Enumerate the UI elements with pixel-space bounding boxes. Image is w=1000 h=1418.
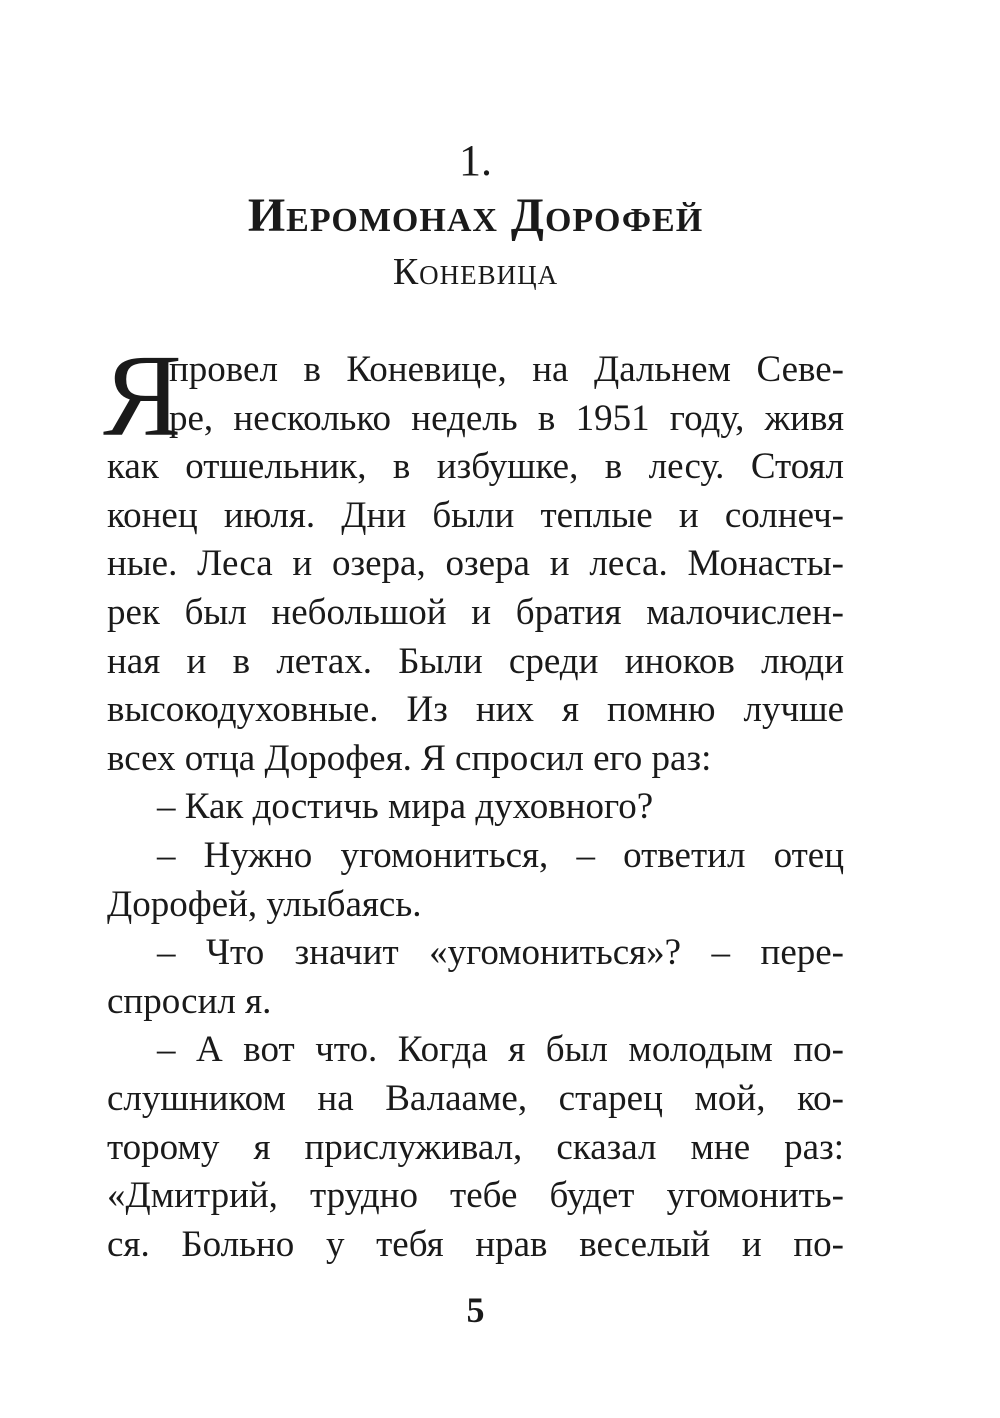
text-line: высокодуховные. Из них я помню лучше — [107, 689, 844, 731]
text-line: конец июля. Дни были теплые и солнеч- — [107, 494, 844, 536]
drop-cap: Я — [103, 330, 182, 461]
text-line: всех отца Дорофея. Я спросил его раз: — [107, 737, 712, 779]
text-line: слушником на Валааме, старец мой, ко- — [107, 1077, 844, 1119]
dialogue-line: – Что значит «угомониться»? – пере- — [157, 932, 844, 974]
text-line: ная и в летах. Были среди иноков люди — [107, 640, 844, 682]
text-line: ся. Больно у тебя нрав веселый и по- — [107, 1223, 844, 1265]
text-line: спросил я. — [107, 980, 272, 1022]
page-number: 5 — [466, 1290, 485, 1330]
chapter-number: 1. — [459, 136, 492, 185]
chapter-title: Иеромонах Дорофей — [247, 189, 704, 242]
text-line: рек был небольшой и братия малочислен- — [107, 591, 844, 633]
text-line: «Дмитрий, трудно тебе будет угомонить- — [107, 1175, 844, 1217]
text-line: провел в Коневице, на Дальнем Севе- — [169, 349, 844, 390]
text-line: как отшельник, в избушке, в лесу. Стоял — [107, 446, 844, 488]
text-line: ре, несколько недель в 1951 году, живя — [169, 397, 844, 439]
text-line: ные. Леса и озера, озера и леса. Монасты- — [107, 543, 844, 585]
book-page — [103, 0, 844, 1418]
body-text — [103, 330, 844, 1269]
dialogue-line: – А вот что. Когда я был молодым по- — [157, 1029, 844, 1071]
text-line: торому я прислуживал, сказал мне раз: — [107, 1126, 844, 1168]
dialogue-line: – Как достичь мира духовного? — [157, 786, 654, 828]
dialogue-line: – Нужно угомониться, – ответил отец — [157, 834, 844, 876]
text-line: Дорофей, улыбаясь. — [107, 883, 422, 925]
chapter-subtitle: Коневица — [392, 251, 559, 293]
